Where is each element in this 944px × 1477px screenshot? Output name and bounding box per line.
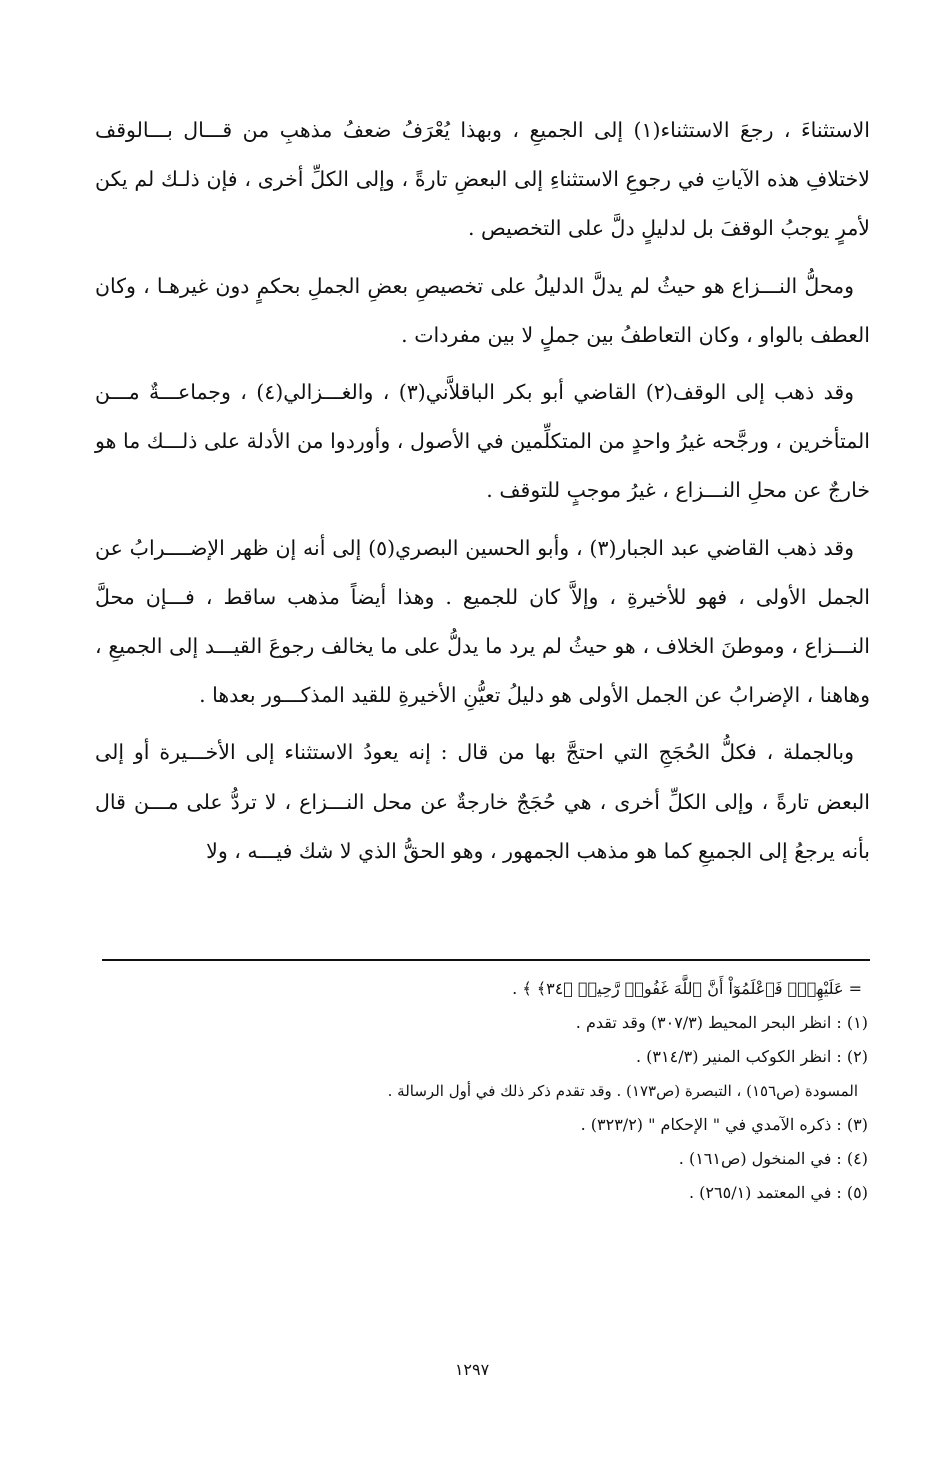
footnote-number: (٢) (846, 1047, 868, 1066)
footnote-2-continuation: المسودة (ص١٥٦) ، التبصرة (ص١٧٣) . وقد تقدم ذكر ذلك في أول الرسالة . (387, 1082, 858, 1100)
footnote-number: (٤) (846, 1149, 868, 1168)
paragraph-1: الاستثناءَ ، رجعَ الاستثناء(١) إلى الجميعِ ، وبهذا يُعْرَفُ ضعفُ مذهبِ من قـــال بـــالوقف لاختلافِ هذه الآياتِ في رجوعِ الاستثناءِ إلى البعضِ تارةً ، وإلى الكلِّ أخرى ، فإن ذلـك لم يكن لأمرٍ يوجبُ الوقفَ بل لدليلٍ دلَّ على التخصيص . (95, 118, 870, 241)
paragraph-5: وبالجملة ، فكلُّ الحُجَجِ التي احتجَّ بها من قال : إنه يعودُ الاستثناء إلى الأخـــيرة أو إلى البعض تارةً ، وإلى الكلِّ أخرى ، هي حُجَجٌ خارجةٌ عن محل النـــزاع ، لا تردُّ على مـــن قال بأنه يرجعُ إلى الجميعِ كما هو مذهب الجمهور ، وهو الحقُّ الذي لا شك فيـــه ، ولا (95, 740, 870, 863)
footnote-text: : انظر البحر المحيط (٣٠٧/٣) وقد تقدم . (575, 1013, 847, 1032)
footnote-separator (102, 959, 870, 961)
footnote-4 (102, 1142, 868, 1176)
footnote-text: : في المنخول (ص١٦١) . (678, 1149, 847, 1168)
footnotes (102, 972, 868, 1210)
paragraph-3: وقد ذهب إلى الوقف(٢) القاضي أبو بكر الباقلاَّني(٣) ، والغـــزالي(٤) ، وجماعـــةٌ مـــن المتأخرين ، ورجَّحه غيرُ واحدٍ من المتكلِّمين في الأصول ، وأوردوا من الأدلة على ذلـــك ما هو خارجٌ عن محلِ النـــزاع ، غيرُ موجبٍ للتوقف . (95, 380, 870, 503)
paragraph-2: ومحلُّ النـــزاع هو حيثُ لم يدلَّ الدليلُ على تخصيصِ بعضِ الجملِ بحكمٍ دون غيرهـا ، وكان العطف بالواو ، وكان التعاطفُ بين جملٍ لا بين مفردات . (95, 273, 870, 347)
footnote-number: (٣) (846, 1115, 868, 1134)
main-text (95, 106, 870, 876)
footnote-text: : انظر الكوكب المنير (٣١٤/٣) . (636, 1047, 847, 1066)
footnote-number: (١) (846, 1013, 868, 1032)
footnote-text: : في المعتمد (٢٦٥/١) . (688, 1183, 847, 1202)
footnote-2 (102, 1040, 868, 1074)
footnote-1 (102, 1006, 868, 1040)
footnote-number: (٥) (846, 1183, 868, 1202)
footnote-continuation: = عَلَيْهِمْۖ فَٱعْلَمُوٓاْ أَنَّ ٱللَّهَ غَفُورٞ رَّحِيمٞ ﴿٣٤﴾ ﴾ . (512, 979, 862, 998)
paragraph-4: وقد ذهب القاضي عبد الجبار(٣) ، وأبو الحسين البصري(٥) إلى أنه إن ظهر الإضــــرابُ عن الجمل الأولى ، فهو للأخيرةِ ، وإلاَّ كان للجميع . وهذا أيضاً مذهب ساقط ، فـــإن محلَّ النـــزاع ، وموطنَ الخلاف ، هو حيثُ لم يرد ما يدلُّ على ما يخالف رجوعَ القيـــد إلى الجميعِ ، وهاهنا ، الإضرابُ عن الجمل الأولى هو دليلُ تعيُّنِ الأخيرةِ للقيد المذكـــور بعدها . (95, 535, 870, 708)
footnote-text: : ذكره الآمدي في " الإحكام " (٣٢٣/٢) . (580, 1115, 847, 1134)
footnote-3 (102, 1108, 868, 1142)
footnote-5 (102, 1176, 868, 1210)
page-number: ١٢٩٧ (454, 1360, 490, 1379)
